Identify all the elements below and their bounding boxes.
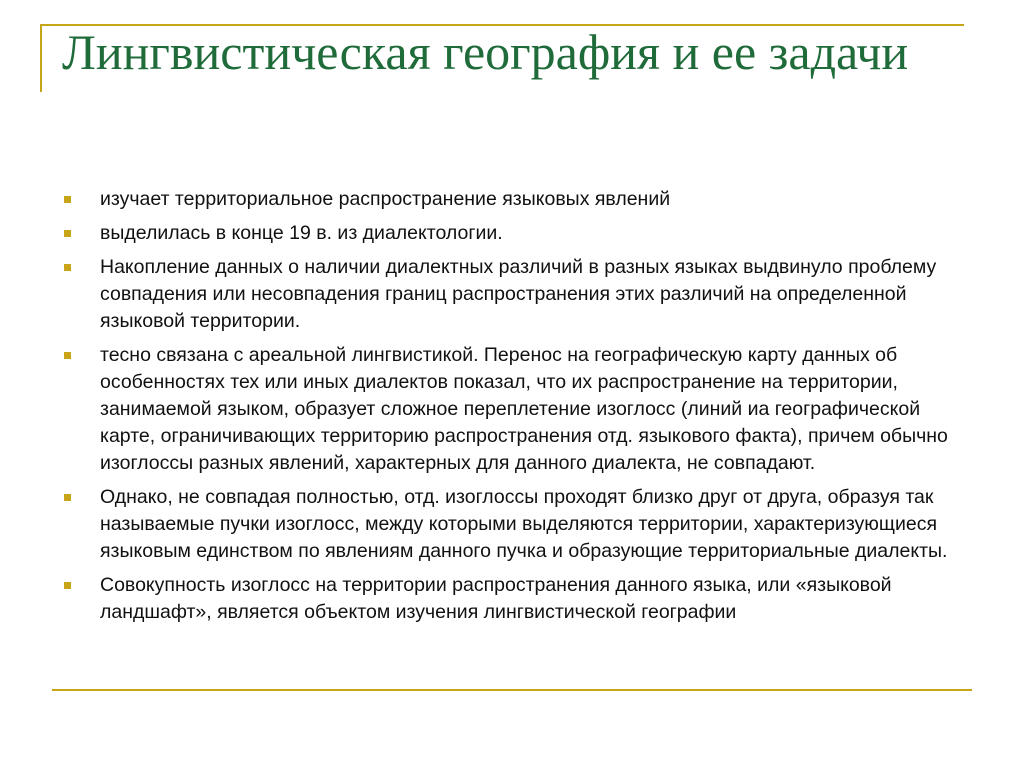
bullet-text: Совокупность изоглосс на территории распространения данного языка, или «языковой ландшафт», является объектом изучения лингвистической географии bbox=[100, 574, 892, 623]
bullet-item bbox=[62, 484, 962, 565]
bottom-border-line bbox=[52, 689, 972, 691]
square-bullet-icon bbox=[64, 582, 71, 589]
square-bullet-icon bbox=[64, 264, 71, 271]
bullet-text: изучает территориальное распространение языковых явлений bbox=[100, 188, 671, 210]
square-bullet-icon bbox=[64, 196, 71, 203]
bullet-item bbox=[62, 186, 962, 213]
bullet-text: тесно связана с ареальной лингвистикой. Перенос на географическую карту данных об особенностях тех или иных диалектов показал, что их распространение на территории, занимаемой языком, образует сложное переплетение изоглосс (линий иа географической карте, ограничивающих территорию распространения отд. языкового факта), причем обычно изоглоссы разных явлений, характерных для данного диалекта, не совпадают. bbox=[100, 344, 948, 474]
bullet-item bbox=[62, 342, 962, 477]
left-border-line bbox=[40, 24, 42, 92]
square-bullet-icon bbox=[64, 352, 71, 359]
bullet-list bbox=[62, 186, 962, 633]
bullet-item bbox=[62, 220, 962, 247]
bullet-text: Накопление данных о наличии диалектных различий в разных языках выдвинуло проблему совпадения или несовпадения границ распространения этих различий на определенной языковой территории. bbox=[100, 256, 937, 332]
slide-title: Лингвистическая география и ее задачи bbox=[62, 24, 909, 80]
bullet-text: выделилась в конце 19 в. из диалектологии. bbox=[100, 222, 503, 244]
square-bullet-icon bbox=[64, 494, 71, 501]
square-bullet-icon bbox=[64, 230, 71, 237]
bullet-item bbox=[62, 572, 962, 626]
bullet-item bbox=[62, 254, 962, 335]
bullet-text: Однако, не совпадая полностью, отд. изоглоссы проходят близко друг от друга, образуя так называемые пучки изоглосс, между которыми выделяются территории, характеризующиеся языковым единством по явлениям данного пучка и образующие территориальные диалекты. bbox=[100, 486, 948, 562]
